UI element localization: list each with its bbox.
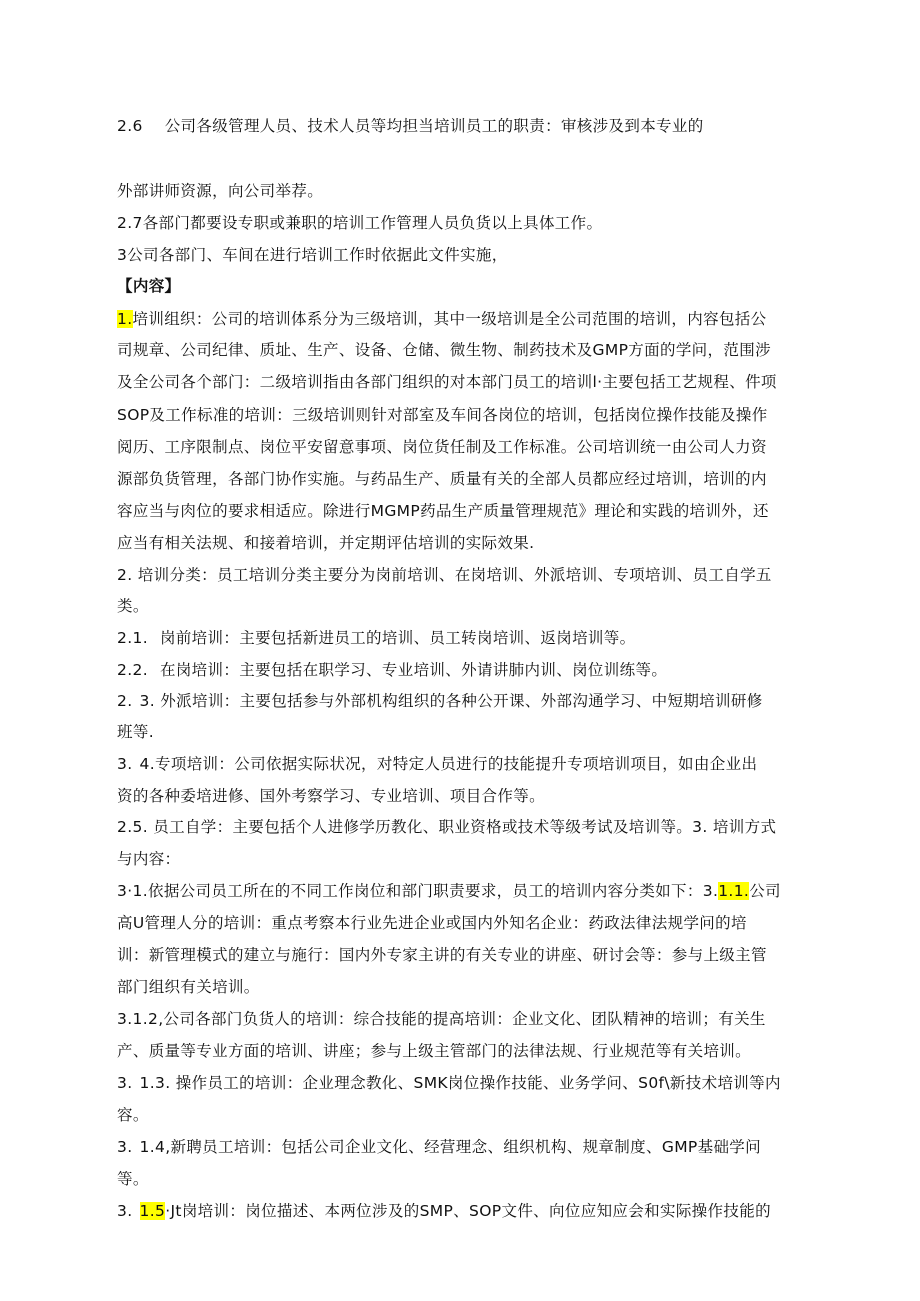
clause-number: 2.6 <box>117 117 143 135</box>
line-text: 培训组织：公司的培训体系分为三级培训，其中一级培训是全公司范围的培训，内容包括公 <box>132 310 767 328</box>
line-text: 公司 <box>749 882 781 900</box>
line-text: 1.4,新聘员工培训：包括公司企业文化、经营理念、组织机构、规章制度、GMP基础学问 <box>139 1138 762 1156</box>
paragraph-line <box>117 309 767 329</box>
paragraph-line: 产、质量等专业方面的培训、讲座；参与上级主管部门的法律法规、行业规范等有关培训。 <box>117 1042 752 1060</box>
paragraph-line <box>117 881 781 901</box>
line-text: 3. 外派培训：主要包括参与外部机构组织的各种公开课、外部沟通学习、中短期培训研修 <box>139 692 763 710</box>
highlighted-number: 1.5 <box>139 1202 166 1220</box>
paragraph-line: 3公司各部门、车间在进行培训工作时依据此文件实施， <box>117 246 508 264</box>
paragraph-line: 3.1.2,公司各部门负货人的培训：综合技能的提高培训：企业文化、团队精神的培训；有关生 <box>117 1010 766 1028</box>
paragraph-line <box>117 1137 761 1157</box>
paragraph-line: 及全公司各个部门：二级培训指由各部门组织的对本部门员工的培训l·主要包括工艺规程、件项 <box>117 373 777 391</box>
paragraph-line: 部门组织有关培训。 <box>117 978 260 996</box>
clause-number: 2. <box>117 692 133 710</box>
paragraph-line: 2.7各部门都要设专职或兼职的培训工作管理人员负货以上具体工作。 <box>117 214 603 232</box>
line-text: ·Jt岗培训：岗位描述、本两位涉及的SMP、SOP文件、向位应知应会和实际操作技能的 <box>165 1202 771 1220</box>
paragraph-line: 高U管理人分的培训：重点考察本行业先进企业或国内外知名企业：药政法律法规学问的培 <box>117 914 747 932</box>
paragraph-line <box>117 660 667 680</box>
line-text: 公司各级管理人员、技术人员等均担当培训员工的职责：审核涉及到本专业的 <box>164 117 704 135</box>
paragraph-line: 资的各种委培进修、国外考察学习、专业培训、项目合作等。 <box>117 787 545 805</box>
clause-number: 3. <box>117 1202 133 1220</box>
paragraph-line: 班等. <box>117 723 154 741</box>
clause-number: 3. <box>117 755 133 773</box>
paragraph-line: 2. 培训分类：员工培训分类主要分为岗前培训、在岗培训、外派培训、专项培训、员工自学五 <box>117 566 772 584</box>
paragraph-line: 等。 <box>117 1170 149 1188</box>
paragraph-line: 与内容： <box>117 850 181 868</box>
paragraph-line: 外部讲师资源，向公司举荐。 <box>117 182 324 200</box>
line-text: 1.3. 操作员工的培训：企业理念教化、SMK岗位操作技能、业务学问、S0f\新技术培训等内 <box>139 1074 781 1092</box>
paragraph-line <box>117 628 636 648</box>
highlighted-number: 1.1. <box>718 882 750 900</box>
paragraph-line <box>117 1073 781 1093</box>
paragraph-line: SOP及工作标准的培训：三级培训则针对部室及车间各岗位的培训，包括岗位操作技能及操作 <box>117 406 768 424</box>
paragraph-line <box>117 754 757 774</box>
clause-number: 2.1. <box>117 629 148 647</box>
section-heading: 【内容】 <box>117 277 181 295</box>
clause-number: 2.2. <box>117 661 148 679</box>
paragraph-line: 司规章、公司纪律、质址、生产、设备、仓储、微生物、制药技术及GMP方面的学问，范围涉 <box>117 341 771 359</box>
paragraph-line: 容应当与肉位的要求相适应。除进行MGMP药品生产质量管理规范》理论和实践的培训外，还 <box>117 502 769 520</box>
paragraph-line: 阅历、工序限制点、岗位平安留意事项、岗位货任制及工作标准。公司培训统一由公司人力资 <box>117 438 767 456</box>
paragraph-line: 训：新管理模式的建立与施行：国内外专家主讲的有关专业的讲座、研讨会等：参与上级主管 <box>117 946 767 964</box>
line-text: 在岗培训：主要包括在职学习、专业培训、外请讲肺内训、岗位训练等。 <box>159 661 668 679</box>
paragraph-line <box>117 116 704 136</box>
line-text: 岗前培训：主要包括新进员工的培训、员工转岗培训、返岗培训等。 <box>159 629 636 647</box>
paragraph-line: 类。 <box>117 597 149 615</box>
paragraph-line: 2.5. 员工自学：主要包括个人进修学历教化、职业资格或技术等级考试及培训等。3. 培训方式 <box>117 818 777 836</box>
clause-number: 3. <box>117 1138 133 1156</box>
paragraph-line: 源部负货管理，各部门协作实施。与药品生产、质量有关的全部人员都应经过培训，培训的内 <box>117 470 767 488</box>
paragraph-line: 容。 <box>117 1106 149 1124</box>
line-text: 4.专项培训：公司依据实际状况，对特定人员进行的技能提升专项培训项目，如由企业出 <box>139 755 758 773</box>
highlighted-number: 1. <box>117 310 133 328</box>
clause-number: 3. <box>117 1074 133 1092</box>
paragraph-line <box>117 1201 771 1221</box>
paragraph-line: 应当有相关法规、和接着培训，并定期评估培训的实际效果. <box>117 534 535 552</box>
paragraph-line <box>117 691 763 711</box>
line-text: 3·1.依据公司员工所在的不同工作岗位和部门职责要求，员工的培训内容分类如下：3. <box>117 882 719 900</box>
